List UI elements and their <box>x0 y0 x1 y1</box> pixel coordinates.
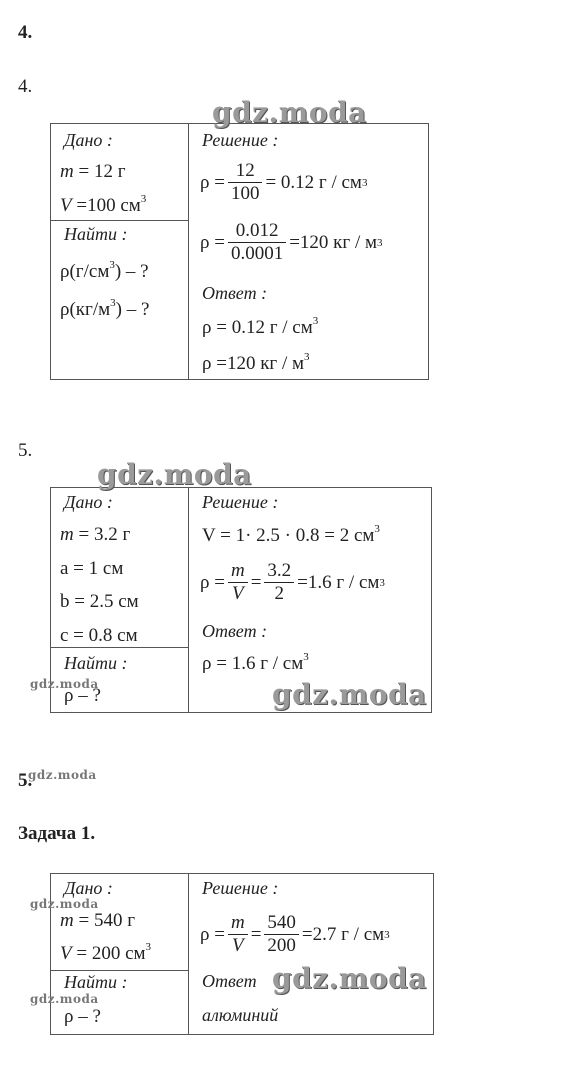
solution-step-2: ρ = $\frac{0.012}{0.0001}$ =120 кг / м 3 <box>200 220 383 264</box>
answer-label: Ответ : <box>202 283 268 303</box>
find-label: Найти : <box>64 972 128 992</box>
heading-task-1: Задача 1. <box>18 823 96 844</box>
given-a: a = 1 см <box>60 558 124 579</box>
solution-label: Решение : <box>202 130 279 150</box>
answer-value: алюминий <box>202 1005 279 1025</box>
watermark: gdz.moda <box>30 992 99 1006</box>
watermark: gdz.moda <box>97 458 252 491</box>
given-c: c = 0.8 см <box>60 625 138 646</box>
watermark: gdz.moda <box>212 96 367 129</box>
solution-step-1: ρ = $\frac{12}{100}$ = 0.12 г / см 3 <box>200 160 368 204</box>
given-mass: m = 12 г <box>60 161 126 182</box>
given-mass: m = 540 г <box>60 910 135 931</box>
find-label: Найти : <box>64 224 128 244</box>
watermark: gdz.moda <box>30 897 99 911</box>
solution-label: Решение : <box>202 492 279 512</box>
given-b: b = 2.5 см <box>60 591 139 612</box>
solution-step-1: ρ = $\frac{m}{V}$ = $\frac{540}{200}$ =2.7 г / см 3 <box>200 912 390 956</box>
find-density-g-cm3: $\rho(г/см^3)$ – ? <box>60 259 149 282</box>
find-density: ρ – ? <box>64 1006 101 1027</box>
given-label: Дано : <box>64 492 113 512</box>
heading-4-bold: 4. <box>18 22 33 43</box>
find-label: Найти : <box>64 653 128 673</box>
given-label: Дано : <box>64 878 113 898</box>
problem-4-table <box>50 123 429 380</box>
answer-2: ρ =120 кг / $м^3$ <box>202 351 310 374</box>
given-volume: V =100 $см^3$ <box>60 193 147 216</box>
watermark: gdz.moda <box>272 678 427 711</box>
given-label: Дано : <box>64 130 113 150</box>
watermark: gdz.moda <box>28 768 97 782</box>
answer-label: Ответ : <box>202 621 268 641</box>
find-density-kg-m3: $\rho(кг/м^3)$ – ? <box>60 297 150 320</box>
given-volume: V = 200 $см^3$ <box>60 941 152 964</box>
given-mass: m = 3.2 г <box>60 524 131 545</box>
find-density: ρ – ? <box>64 685 101 706</box>
heading-5: 5. <box>18 440 33 461</box>
task-1-table <box>50 873 434 1035</box>
solution-step-1: V = 1· 2.5 · 0.8 = 2 $см^3$ <box>202 523 380 546</box>
solution-label: Решение : <box>202 878 279 898</box>
heading-5-bold: 5. <box>18 770 33 791</box>
watermark: gdz.moda <box>272 962 427 995</box>
watermark: gdz.moda <box>30 677 99 691</box>
answer-label: Ответ <box>202 971 257 991</box>
solution-step-2: ρ = $\frac{m}{V}$ = $\frac{3.2}{2}$ =1.6 г / см 3 <box>200 560 385 604</box>
answer-1: ρ = 1.6 г / $см^3$ <box>202 651 309 674</box>
answer-1: ρ = 0.12 г / $см^3$ <box>202 315 319 338</box>
heading-4: 4. <box>18 76 33 97</box>
